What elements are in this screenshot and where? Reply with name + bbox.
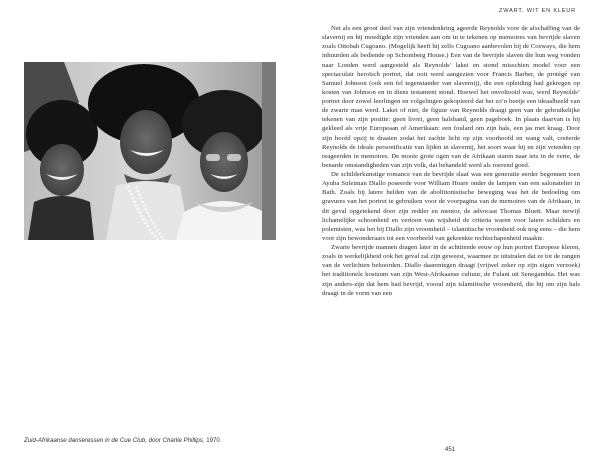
dancers-photo-image: [24, 62, 276, 240]
paragraph-3: Zwarte bevrijde mannen dragen later in de achttiende eeuw op hun portret Europese kleren, zoals in werkelijkheid ook het geval zal zijn geweest, waarmee ze uitstralen dat ze tot de rangen van de verlichten behoorden. Diallo daarentegen draagt (vrijwel zeker op zijn eigen verzoek) het traditionele kostuum van zijn West-Afrikaanse cultuur, de Fulani uit Senegambia. Het was zijn anders-zijn dat hem had bevrijd, vooral zijn islamitische vroomheid, die hij om zijn hals draagt in de vorm van een: [322, 244, 581, 297]
caption-text: Zuid-Afrikaanse danseressen in de Cue Club, door Charlie Phillips: [24, 437, 203, 444]
right-page: [300, 0, 600, 460]
photograph: [24, 62, 276, 240]
paragraph-2: De schilderkunstige romance van de bevrijde slaaf was een generatie eerder begonnen toen Ayuba Suleiman Diallo poseerde voor William Hoare onder de lampen van een salonatelier in Bath. Zoals bij latere helden van de abolitionistische beweging was het de bedoeling om gravures van het portret te gebruiken voor de voorpagina van de memoires van de Afrikaan, in dit geval opgetekend door zijn redder en mentor, de advocaat Thomas Bluett. Maar terwijl lichamelijke schoonheid en vertoon van wijsheid de criteria waren voor latere schilders en polemisten, was het bij Diallo zijn vroomheid – islamitische vroomheid ook nog eens – die hem voor zijn bewonderaars tot een voorbeeld van gekrenkte rechtschapenheid maakte.: [322, 171, 580, 242]
page-number: 451: [444, 447, 455, 453]
photo-caption: [24, 437, 294, 444]
paragraph-1: Net als een groot deel van zijn vriendenkring ageerde Reynolds voor de afschaffing van de slavernij en hij moedigde zijn vrienden aan om in te tekenen op memoires van bevrijde slaven zoals Ottobah Cugoano. (Mogelijk heeft hij zelfs Cugoano aanbevolen bij de Cosways, die hem inhuurden als bediende op Schomberg House.) Een van de bevrijde slaven die hun weg vonden naar Londen werd aangesteld als Reynolds’ lakei en stond misschien model voor een spectaculair heroïsch portret, dat ooit werd aangezien voor Francis Barber, de protégé van Samuel Johnson (ook een fel tegenstander van slavernij), die een opleiding had gekregen op kosten van Johnson en in diens testament stond. Hoewel het onvoltooid was, werd Reynolds’ portret door zowel leerlingen en volgelingen gekopieerd dat het zo’n beetje een ideaalbeeld van de zwarte man werd. Lakei of niet, de figuur van Reynolds draagt geen van de gebruikelijke tekenen van zijn positie: geen livrei, geen halsband, geen pageboek. In plaats daarvan is hij gekleed als vrije Europeaan of Amerikaan: een foulard om zijn hals, een jas met kraag. Door zijn hoofd opzij te draaien zodat het zachte licht op zijn voorhoofd en wang valt, creëerde Reynolds de ideale personificatie van lijden in slavernij, het soort waar hij en zijn vrienden op reageerden in memoires. De mooie grote ogen van de Afrikaan staren naar iets in de verte, de benarde omstandigheden van zijn volk, dat behandeld werd als roerend goed.: [322, 25, 580, 169]
running-head: ZWART, WIT EN KLEUR: [499, 8, 576, 14]
caption-year: , 1970: [202, 437, 220, 444]
body-text: [322, 24, 580, 298]
